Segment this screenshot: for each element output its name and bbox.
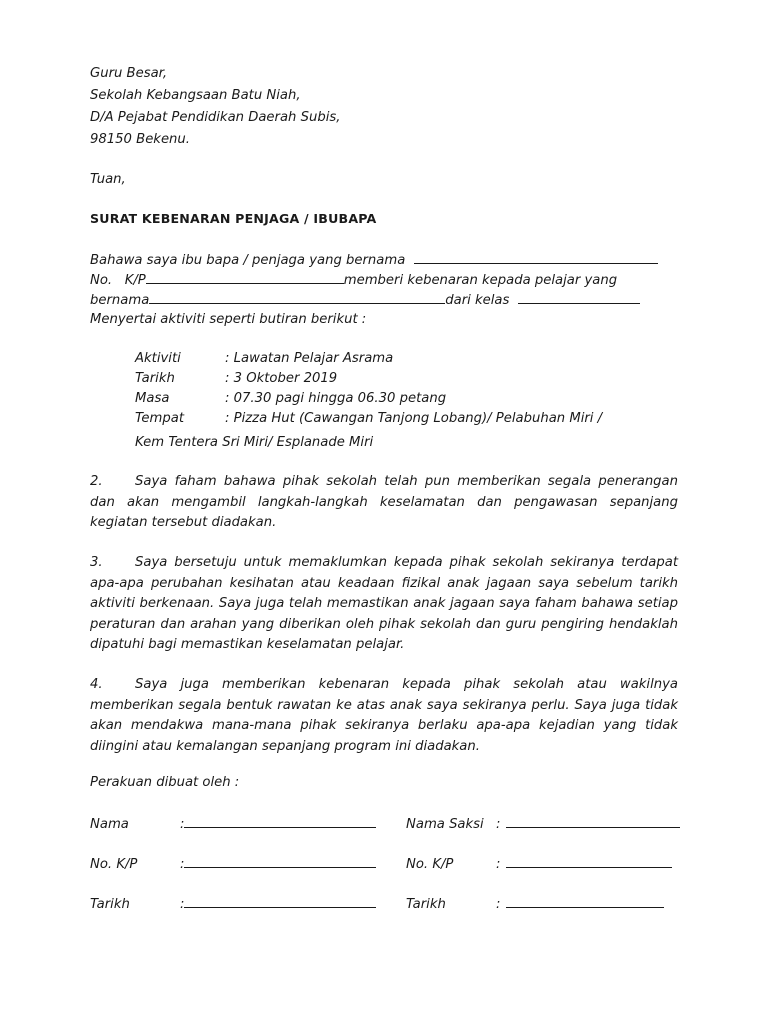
letter-title: SURAT KEBENARAN PENJAGA / IBUBAPA: [90, 211, 377, 226]
paragraph-3: [90, 553, 678, 656]
intro-line-1: [90, 250, 658, 271]
letter-page: [90, 0, 680, 1024]
sig-colon: :: [180, 817, 185, 832]
detail-value: : 07.30 pagi hingga 06.30 petang: [225, 391, 447, 406]
paragraph-2: [90, 472, 678, 534]
intro-text-3a: bernama: [90, 293, 150, 308]
intro-text-2a: No. K/P: [90, 273, 146, 288]
detail-label: Aktiviti: [135, 351, 181, 366]
detail-label: Tempat: [135, 411, 185, 426]
paragraph-4: [90, 675, 678, 757]
declaration-heading: Perakuan dibuat oleh :: [90, 775, 240, 790]
parent-name-blank[interactable]: [414, 250, 658, 264]
detail-row-activity: [135, 349, 393, 369]
sig-colon: :: [496, 857, 501, 872]
detail-label: Masa: [135, 391, 170, 406]
sig-date-blank[interactable]: [184, 894, 376, 908]
detail-value: : Lawatan Pelajar Asrama: [225, 351, 394, 366]
paragraph-number: 2.: [90, 474, 103, 489]
address-line-1: Guru Besar,: [90, 66, 168, 81]
sig-left-name: [90, 814, 376, 835]
intro-line-2: [90, 270, 617, 291]
address-line-3: D/A Pejabat Pendidikan Daerah Subis,: [90, 110, 341, 125]
detail-row-time: [135, 389, 446, 409]
sig-right-witness-name: [406, 814, 680, 835]
paragraph-text: Saya bersetuju untuk memaklumkan kepada pihak sekolah sekiranya terdapat apa-apa perubahan kesihatan atau keadaan fizikal anak jagaan saya sebelum tarikh aktiviti berkenaan. Saya juga telah memastikan anak jagaan saya faham bahawa setiap peraturan dan arahan yang diberikan oleh pihak sekolah dan guru pengiring hendaklah dipatuhi bagi memastikan keselamatan pelajar.: [90, 555, 678, 652]
paragraph-text: Saya juga memberikan kebenaran kepada pihak sekolah atau wakilnya memberikan segala bentuk rawatan ke atas anak saya sekiranya perlu. Saya juga tidak akan mendakwa mana-mana pihak sekiranya berlaku apa-apa kejadian yang tidak diingini atau kemalangan sepanjang program ini diadakan.: [90, 677, 678, 754]
sig-right-witness-date: [406, 894, 664, 915]
sig-colon: :: [180, 857, 185, 872]
student-name-blank[interactable]: [149, 290, 445, 304]
sig-name-blank[interactable]: [184, 814, 376, 828]
parent-ic-blank[interactable]: [146, 270, 344, 284]
witness-name-blank[interactable]: [506, 814, 680, 828]
witness-date-blank[interactable]: [506, 894, 664, 908]
sig-label: No. K/P: [90, 857, 138, 872]
sig-colon: :: [180, 897, 185, 912]
salutation: Tuan,: [90, 172, 126, 187]
paragraph-number: 4.: [90, 677, 103, 692]
detail-row-place: [135, 409, 602, 429]
detail-place-continued: Kem Tentera Sri Miri/ Esplanade Miri: [135, 435, 374, 450]
intro-line-4: Menyertai aktiviti seperti butiran berikut :: [90, 312, 367, 327]
sig-right-witness-ic: [406, 854, 672, 875]
witness-ic-blank[interactable]: [506, 854, 672, 868]
paragraph-number: 3.: [90, 555, 103, 570]
intro-line-3: [90, 290, 640, 311]
sig-label: Tarikh: [90, 897, 130, 912]
intro-text-3b: dari kelas: [445, 293, 510, 308]
detail-label: Tarikh: [135, 371, 175, 386]
sig-left-date: [90, 894, 376, 915]
address-line-2: Sekolah Kebangsaan Batu Niah,: [90, 88, 301, 103]
sig-ic-blank[interactable]: [184, 854, 376, 868]
sig-left-ic: [90, 854, 376, 875]
sig-label: Nama Saksi: [406, 817, 484, 832]
detail-value: : Pizza Hut (Cawangan Tanjong Lobang)/ Pelabuhan Miri /: [225, 411, 603, 426]
sig-colon: :: [496, 897, 501, 912]
intro-text-1: Bahawa saya ibu bapa / penjaga yang bernama: [90, 253, 406, 268]
sig-label: Tarikh: [406, 897, 446, 912]
sig-label: Nama: [90, 817, 129, 832]
sig-colon: :: [496, 817, 501, 832]
paragraph-text: Saya faham bahawa pihak sekolah telah pun memberikan segala penerangan dan akan mengambil langkah-langkah keselamatan dan pengawasan sepanjang kegiatan tersebut diadakan.: [90, 474, 678, 530]
class-blank[interactable]: [518, 290, 640, 304]
address-line-4: 98150 Bekenu.: [90, 132, 190, 147]
detail-row-date: [135, 369, 337, 389]
sig-label: No. K/P: [406, 857, 454, 872]
intro-text-2b: memberi kebenaran kepada pelajar yang: [343, 273, 618, 288]
detail-value: : 3 Oktober 2019: [225, 371, 338, 386]
